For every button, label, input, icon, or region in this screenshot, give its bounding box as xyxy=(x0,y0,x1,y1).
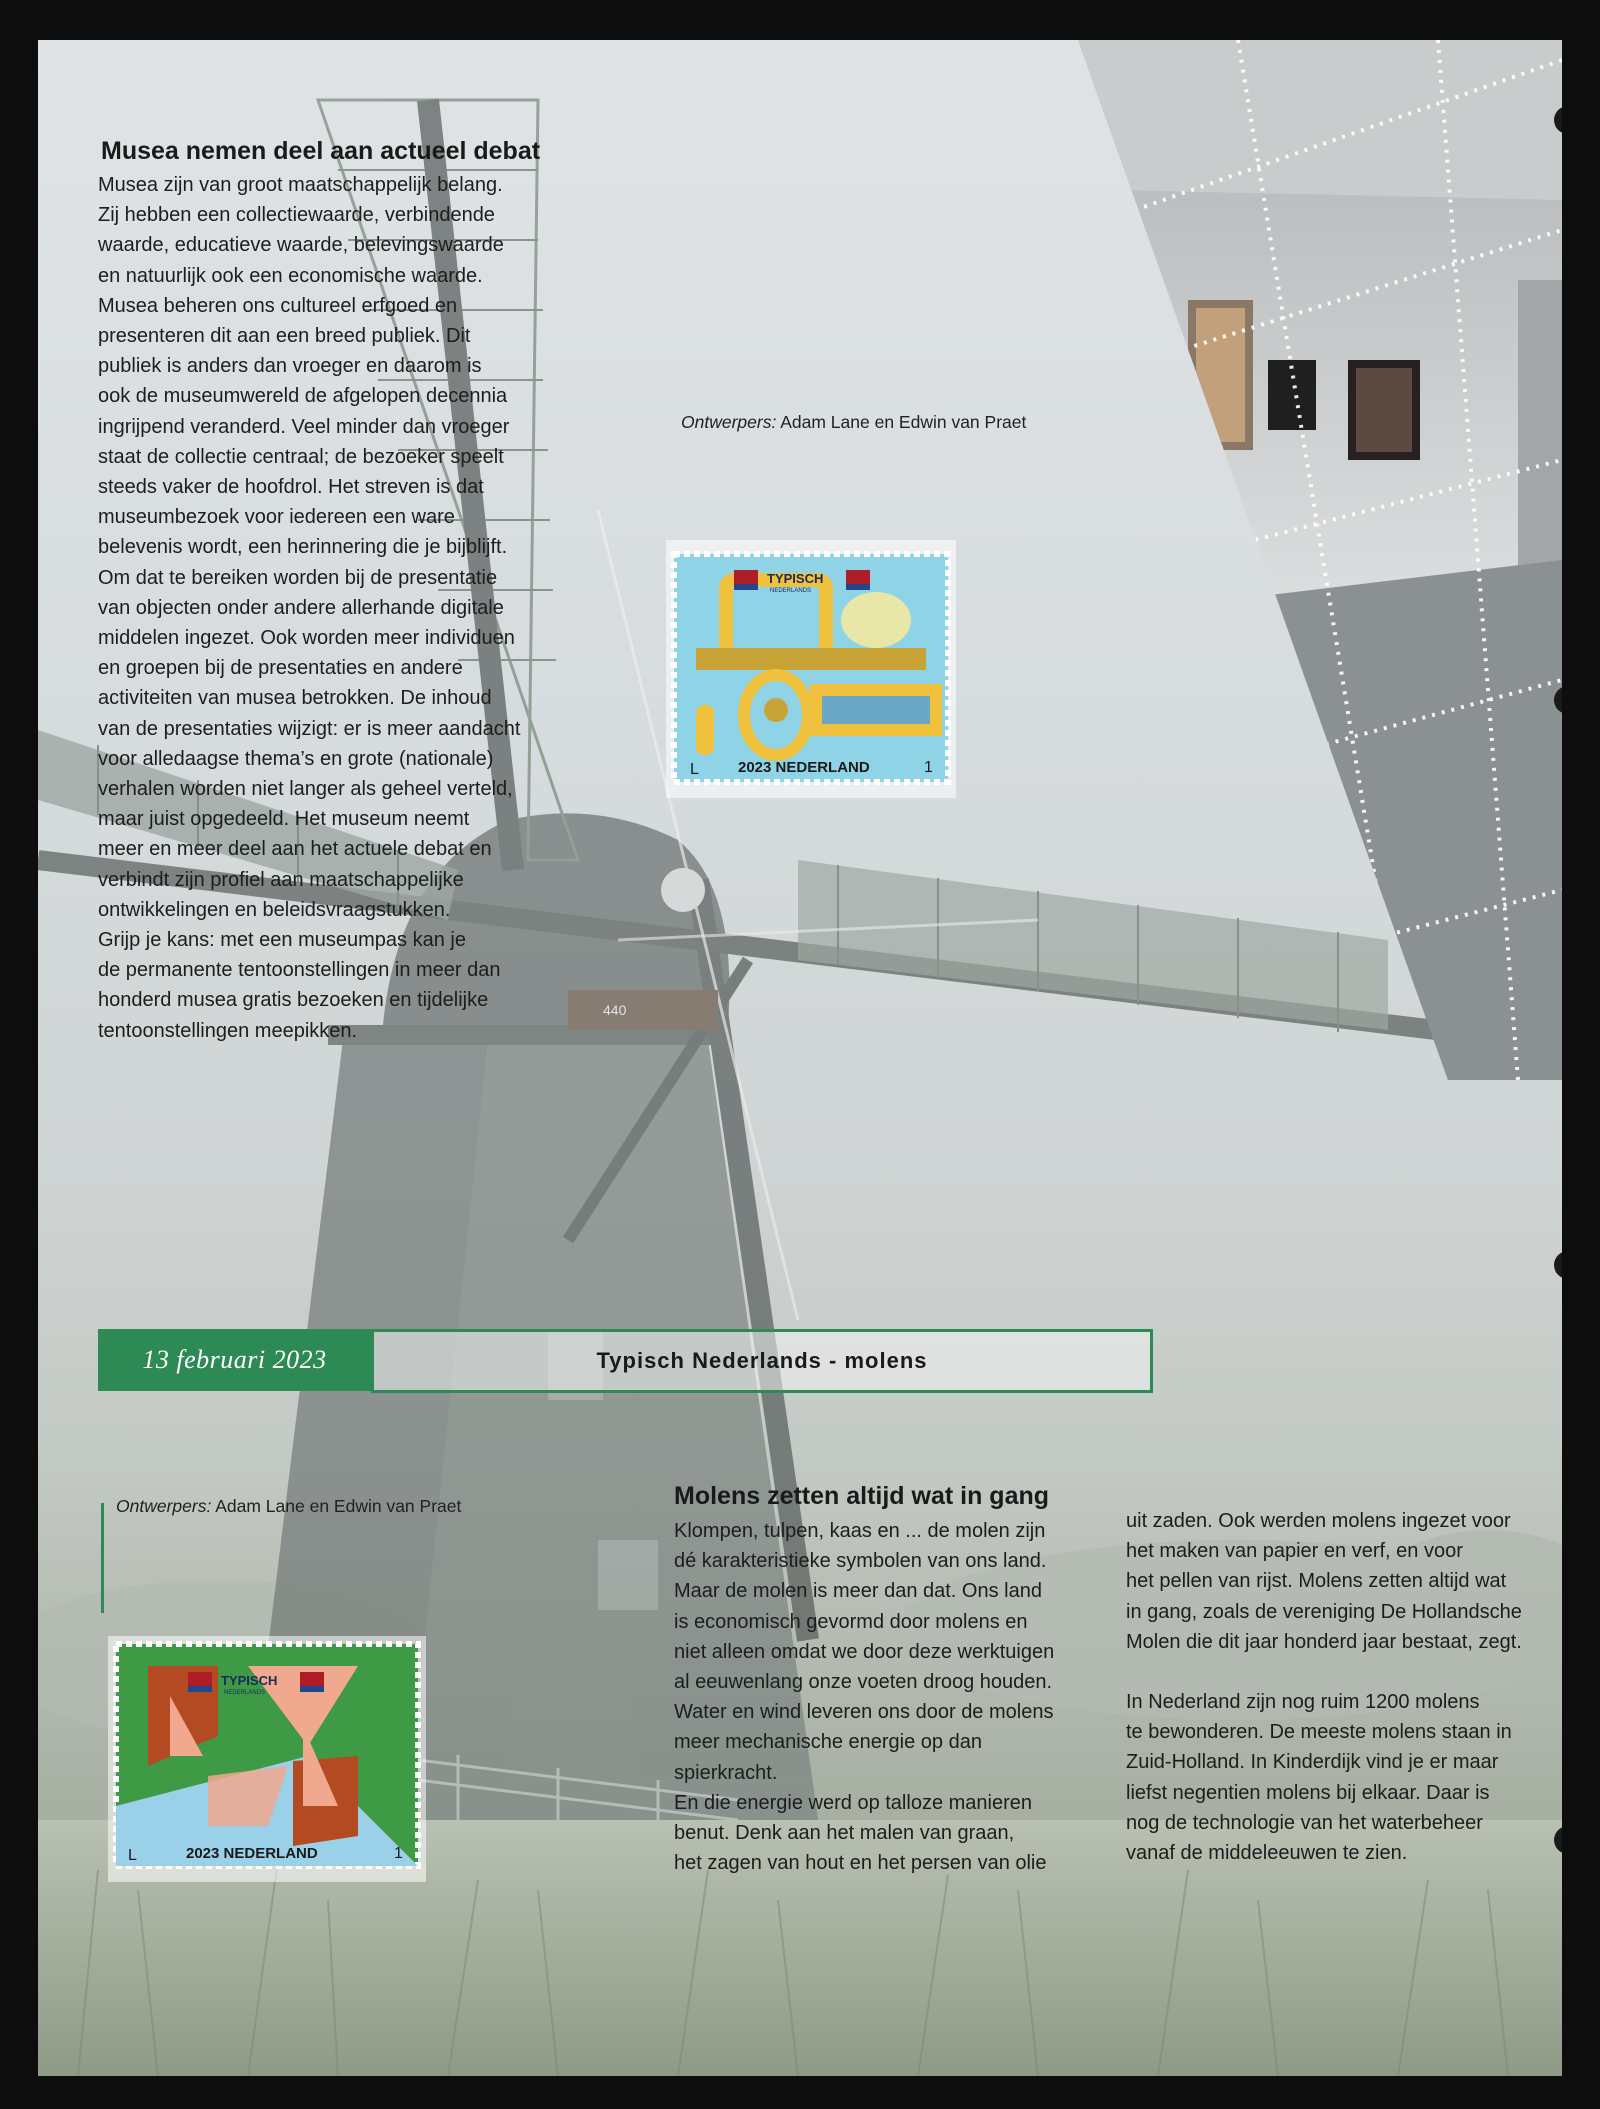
text-line: middelen ingezet. Ook worden meer individuen xyxy=(98,627,515,650)
credit-label: Ontwerpers: xyxy=(116,1496,212,1516)
text-line: museumbezoek voor iedereen een ware xyxy=(98,506,455,529)
text-line: activiteiten van musea betrokken. De inhoud xyxy=(98,687,492,710)
text-line: Om dat te bereiken worden bij de presentatie xyxy=(98,566,498,589)
stamp-brand: TYPISCH xyxy=(221,1673,278,1688)
museum-stamp xyxy=(666,540,956,798)
text-line: benut. Denk aan het malen van graan, xyxy=(674,1822,1015,1845)
text-line: al eeuwenlang onze voeten droog houden. xyxy=(674,1671,1053,1694)
stamp-year-country: 2023 NEDERLAND xyxy=(738,759,870,776)
text-line: uit zaden. Ook werden molens ingezet voor xyxy=(1126,1510,1511,1532)
text-line: in gang, zoals de vereniging De Hollandsche xyxy=(1126,1600,1522,1623)
text-line: niet alleen omdat we door deze werktuigen xyxy=(674,1640,1055,1663)
text-line: Musea zijn van groot maatschappelijk belang. xyxy=(98,174,503,196)
text-line: presenteren dit aan een breed publiek. Dit xyxy=(98,325,471,348)
credit-names: Adam Lane en Edwin van Praet xyxy=(215,1496,462,1516)
text-line: Water en wind leveren ons door de molens xyxy=(674,1701,1054,1724)
text-line: en groepen bij de presentaties en andere xyxy=(98,657,463,680)
album-page xyxy=(38,40,1562,2076)
text-line: steeds vaker de hoofdrol. Het streven is dat xyxy=(98,476,484,499)
text-line: van de presentaties wijzigt: er is meer aandacht xyxy=(98,717,521,740)
text-line: waarde, educatieve waarde, belevingswaarde xyxy=(98,234,504,257)
text-line: nog de technologie van het waterbeheer xyxy=(1126,1811,1483,1834)
text-line: publiek is anders dan vroeger en daarom is xyxy=(98,355,482,378)
sign-number: 440 xyxy=(603,1002,627,1018)
issue-date-box: 13 februari 2023 xyxy=(98,1329,371,1391)
text-line: In Nederland zijn nog ruim 1200 molens xyxy=(1126,1691,1480,1714)
text-line: ingrijpend veranderd. Veel minder dan vroeger xyxy=(98,415,510,438)
text-line: spierkracht. xyxy=(674,1761,778,1784)
designers-credit-bottom xyxy=(116,1496,461,1517)
text-line: Maar de molen is meer dan dat. Ons land xyxy=(674,1580,1042,1603)
museum-article-body xyxy=(98,170,568,1046)
text-line: Zuid-Holland. In Kinderdijk vind je er maar xyxy=(1126,1751,1499,1774)
stamp-mount-museum xyxy=(666,540,956,798)
stamp-year-country: 2023 NEDERLAND xyxy=(186,1845,318,1862)
text-line: tentoonstellingen meepikken. xyxy=(98,1019,358,1042)
molens-article-col1 xyxy=(674,1516,1114,1878)
text-line: vanaf de middeleeuwen te zien. xyxy=(1126,1842,1408,1865)
credit-label: Ontwerpers: xyxy=(681,412,777,432)
museum-article-heading: Musea nemen deel aan actueel debat xyxy=(101,137,541,165)
molens-article-heading: Molens zetten altijd wat in gang xyxy=(674,1482,1050,1510)
text-line: de permanente tentoonstellingen in meer dan xyxy=(98,959,501,982)
stamp-brand-sub: NEDERLANDS xyxy=(224,1690,266,1696)
issue-title-box: Typisch Nederlands - molens xyxy=(371,1329,1153,1393)
text-line: Klompen, tulpen, kaas en ... de molen zijn xyxy=(674,1520,1046,1542)
paragraph-spacer xyxy=(1126,1657,1556,1687)
text-line: het zagen van hout en het persen van olie xyxy=(674,1852,1047,1875)
text-line: honderd musea gratis bezoeken en tijdelijke xyxy=(98,989,489,1012)
text-line: voor alledaagse thema’s en grote (nationale) xyxy=(98,747,494,770)
credit-names: Adam Lane en Edwin van Praet xyxy=(780,412,1027,432)
stamp-mount-molens xyxy=(108,1636,426,1882)
text-line: liefst negentien molens bij elkaar. Daar is xyxy=(1126,1781,1490,1804)
text-line: ontwikkelingen en beleidsvraagstukken. xyxy=(98,898,451,921)
text-line: maar juist opgedeeld. Het museum neemt xyxy=(98,808,470,831)
windmill-stamp xyxy=(108,1636,426,1882)
text-line: meer en meer deel aan het actuele debat en xyxy=(98,838,492,861)
text-line: van objecten onder andere allerhande digitale xyxy=(98,596,504,619)
stamp-brand: TYPISCH xyxy=(767,571,824,586)
green-rule xyxy=(101,1503,104,1613)
text-line: staat de collectie centraal; de bezoeker speelt xyxy=(98,445,504,468)
molens-article-col2 xyxy=(1126,1506,1556,1868)
text-line: dé karakteristieke symbolen van ons land. xyxy=(674,1550,1047,1573)
text-line: is economisch gevormd door molens en xyxy=(674,1610,1028,1633)
text-line: het maken van papier en verf, en voor xyxy=(1126,1540,1463,1563)
text-line: Grijp je kans: met een museumpas kan je xyxy=(98,929,466,952)
stamp-letter: L xyxy=(690,761,699,778)
stamp-value: 1 xyxy=(924,759,933,776)
designers-credit-top xyxy=(681,412,1026,433)
text-line: meer mechanische energie op dan xyxy=(674,1731,982,1754)
text-line: Zij hebben een collectiewaarde, verbindende xyxy=(98,204,495,227)
text-line: En die energie werd op talloze manieren xyxy=(674,1791,1032,1814)
text-line: ook de museumwereld de afgelopen decennia xyxy=(98,385,508,408)
text-line: het pellen van rijst. Molens zetten altijd wat xyxy=(1126,1570,1507,1593)
text-line: en natuurlijk ook een economische waarde. xyxy=(98,264,483,287)
text-line: Molen die dit jaar honderd jaar bestaat, zegt. xyxy=(1126,1630,1522,1653)
text-line: verbindt zijn profiel aan maatschappelijke xyxy=(98,868,464,891)
stamp-value: 1 xyxy=(394,1845,403,1862)
stamp-letter: L xyxy=(128,1847,137,1864)
text-line: belevenis wordt, een herinnering die je bijblijft. xyxy=(98,536,508,559)
text-line: Musea beheren ons cultureel erfgoed en xyxy=(98,294,458,317)
stamp-brand-sub: NEDERLANDS xyxy=(770,588,812,594)
text-line: te bewonderen. De meeste molens staan in xyxy=(1126,1721,1512,1744)
text-line: verhalen worden niet langer als geheel verteld, xyxy=(98,778,513,801)
